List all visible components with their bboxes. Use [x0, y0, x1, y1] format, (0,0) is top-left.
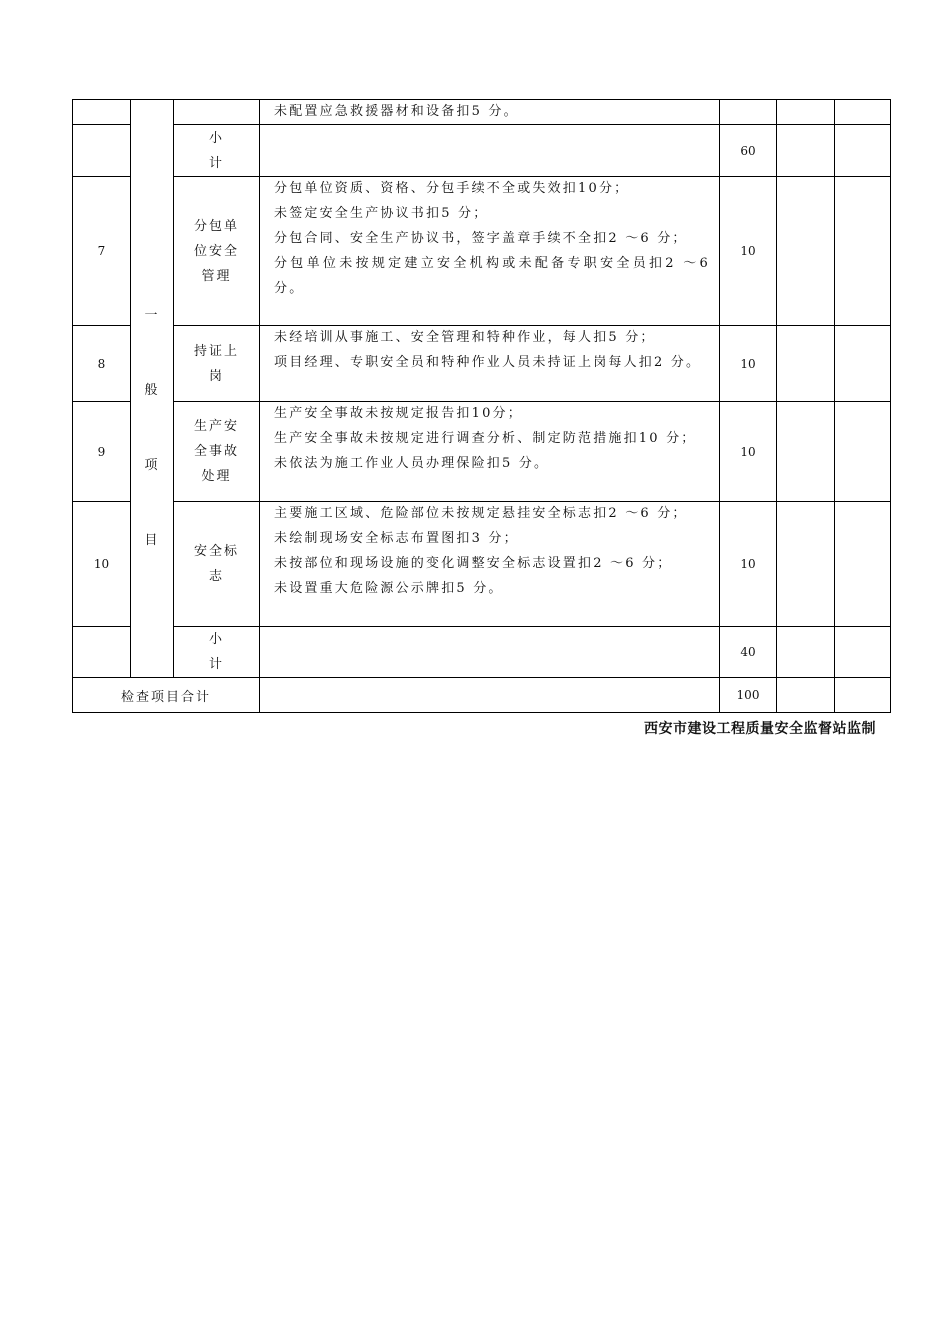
subtotal-label — [174, 125, 259, 176]
rules-cell — [274, 325, 710, 375]
item-name-line: 处理 — [201, 469, 232, 484]
subtotal-label — [174, 627, 259, 677]
issuer-footer: 西安市建设工程质量安全监督站监制 — [644, 721, 876, 737]
total-label: 检查项目合计 — [120, 689, 211, 705]
total-score: 100 — [736, 688, 760, 702]
row-divider — [173, 124, 891, 125]
rule-line: 未依法为施工作业人员办理保险扣5 分。 — [274, 456, 550, 471]
rules-cell — [274, 99, 710, 124]
rule-line: 分包合同、安全生产协议书，签字盖章手续不全扣2 ～6 分； — [274, 231, 688, 246]
table-border-right — [890, 99, 891, 713]
table-border-bottom — [72, 712, 891, 713]
item-name-line: 全事故 — [193, 444, 239, 459]
item-name — [174, 502, 259, 626]
item-name-line: 生产安 — [193, 419, 239, 434]
rules-cell — [274, 176, 710, 301]
item-name — [174, 326, 259, 401]
rule-line: 未设置重大危险源公示牌扣5 分。 — [274, 581, 504, 596]
item-number: 9 — [97, 444, 106, 459]
column-divider — [776, 99, 777, 713]
rule-line: 生产安全事故未按规定报告扣10分； — [274, 406, 523, 421]
rule-line: 分包单位资质、资格、分包手续不全或失效扣10分； — [274, 181, 630, 196]
item-number: 7 — [97, 244, 106, 258]
row-divider — [72, 124, 130, 125]
rule-line: 生产安全事故未按规定进行调查分析、制定防范措施扣10 分； — [274, 431, 697, 446]
subtotal-label-line: 计 — [208, 155, 224, 171]
item-name-line: 安全标 — [193, 544, 239, 559]
item-name-line: 位安全 — [193, 243, 239, 259]
item-number: 8 — [97, 356, 106, 371]
rule-line: 未经培训从事施工、安全管理和特种作业，每人扣5 分； — [274, 330, 656, 345]
item-name-line: 持证上 — [193, 343, 239, 359]
subtotal-label-line: 小 — [208, 632, 224, 647]
rule-line: 主要施工区域、危险部位未按规定悬挂安全标志扣2 ～6 分； — [274, 506, 688, 521]
category-char: 一 — [144, 308, 160, 323]
column-divider — [834, 99, 835, 713]
score-cell: 60 — [740, 143, 756, 158]
score-cell: 40 — [740, 645, 756, 659]
item-number: 10 — [93, 557, 110, 571]
item-name-line: 岗 — [208, 368, 224, 384]
category-char: 般 — [144, 383, 160, 398]
rule-line: 项目经理、专职安全员和特种作业人员未持证上岗每人扣2 分。 — [274, 355, 702, 370]
rules-cell — [274, 501, 710, 601]
item-name — [174, 402, 259, 501]
category-char: 目 — [144, 533, 160, 548]
rule-line: 未按部位和现场设施的变化调整安全标志设置扣2 ～6 分； — [274, 556, 673, 571]
score-cell: 10 — [740, 244, 756, 258]
rule-line: 未签定安全生产协议书扣5 分； — [274, 206, 489, 221]
item-name-line: 管理 — [201, 268, 232, 284]
subtotal-label-line: 计 — [208, 657, 224, 672]
column-divider — [259, 99, 260, 713]
inspection-table — [72, 99, 891, 713]
row-divider — [72, 626, 130, 627]
subtotal-label-line: 小 — [208, 130, 224, 146]
score-cell: 10 — [740, 444, 756, 459]
item-name — [174, 177, 259, 325]
score-cell: 10 — [740, 356, 756, 371]
category-char: 项 — [144, 458, 160, 473]
rules-cell — [274, 401, 710, 476]
item-name-line: 分包单 — [193, 218, 239, 234]
rule-line: 分包单位未按规定建立安全机构或未配备专职安全员扣2 ～6 分。 — [274, 256, 710, 296]
rule-line: 未配置应急救援器材和设备扣5 分。 — [274, 104, 519, 119]
row-divider — [173, 626, 891, 627]
item-name-line: 志 — [208, 569, 224, 584]
rule-line: 未绘制现场安全标志布置图扣3 分； — [274, 531, 519, 546]
score-cell: 10 — [740, 557, 756, 571]
